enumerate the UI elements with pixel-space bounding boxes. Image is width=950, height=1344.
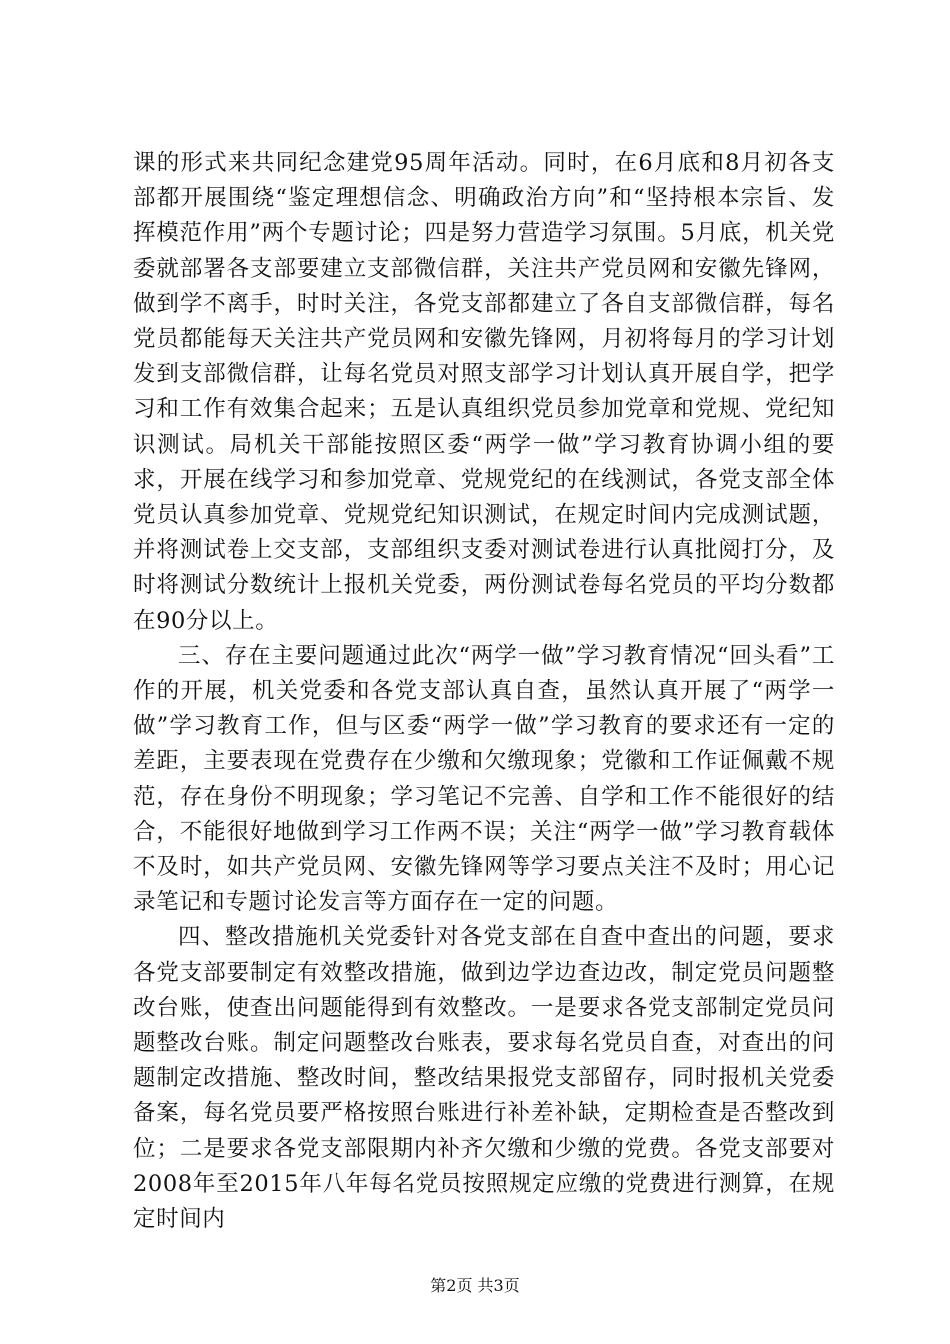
page-number: 第2页 共3页 bbox=[430, 1276, 520, 1295]
document-body bbox=[133, 146, 835, 1237]
paragraph-2: 三、存在主要问题通过此次“两学一做”学习教育情况“回头看”工作的开展，机关党委和各党支部认真自查，虽然认真开展了“两学一做”学习教育工作，但与区委“两学一做”学习教育的要求还有一定的差距，主要表现在党费存在少缴和欠缴现象；党徽和工作证佩戴不规范，存在身份不明现象；学习笔记不完善、自学和工作不能很好的结合，不能很好地做到学习工作两不误；关注“两学一做”学习教育载体不及时，如共产党员网、安徽先锋网等学习要点关注不及时；用心记录笔记和专题讨论发言等方面存在一定的问题。 bbox=[133, 642, 835, 916]
paragraph-1: 课的形式来共同纪念建党95周年活动。同时，在6月底和8月初各支部都开展围绕“鉴定理想信念、明确政治方向”和“坚持根本宗旨、发挥模范作用”两个专题讨论；四是努力营造学习氛围。5月底，机关党委就部署各支部要建立支部微信群，关注共产党员网和安徽先锋网，做到学不离手，时时关注，各党支部都建立了各自支部微信群，每名党员都能每天关注共产党员网和安徽先锋网，月初将每月的学习计划发到支部微信群，让每名党员对照支部学习计划认真开展自学，把学习和工作有效集合起来；五是认真组织党员参加党章和党规、党纪知识测试。局机关干部能按照区委“两学一做”学习教育协调小组的要求，开展在线学习和参加党章、党规党纪的在线测试，各党支部全体党员认真参加党章、党规党纪知识测试，在规定时间内完成测试题，并将测试卷上交支部，支部组织支委对测试卷进行认真批阅打分，及时将测试分数统计上报机关党委，两份测试卷每名党员的平均分数都在90分以上。 bbox=[133, 150, 835, 634]
paragraph-3: 四、整改措施机关党委针对各党支部在自查中查出的问题，要求各党支部要制定有效整改措施，做到边学边查边改，制定党员问题整改台账，使查出问题能得到有效整改。一是要求各党支部制定党员问题整改台账。制定问题整改台账表，要求每名党员自查，对查出的问题制定改措施、整改时间，整改结果报党支部留存，同时报机关党委备案，每名党员要严格按照台账进行补差补缺，定期检查是否整改到位；二是要求各党支部限期内补齐欠缴和少缴的党费。各党支部要对2008年至2015年八年每名党员按照规定应缴的党费进行测算，在规定时间内 bbox=[133, 924, 835, 1233]
page-footer bbox=[0, 1276, 950, 1296]
